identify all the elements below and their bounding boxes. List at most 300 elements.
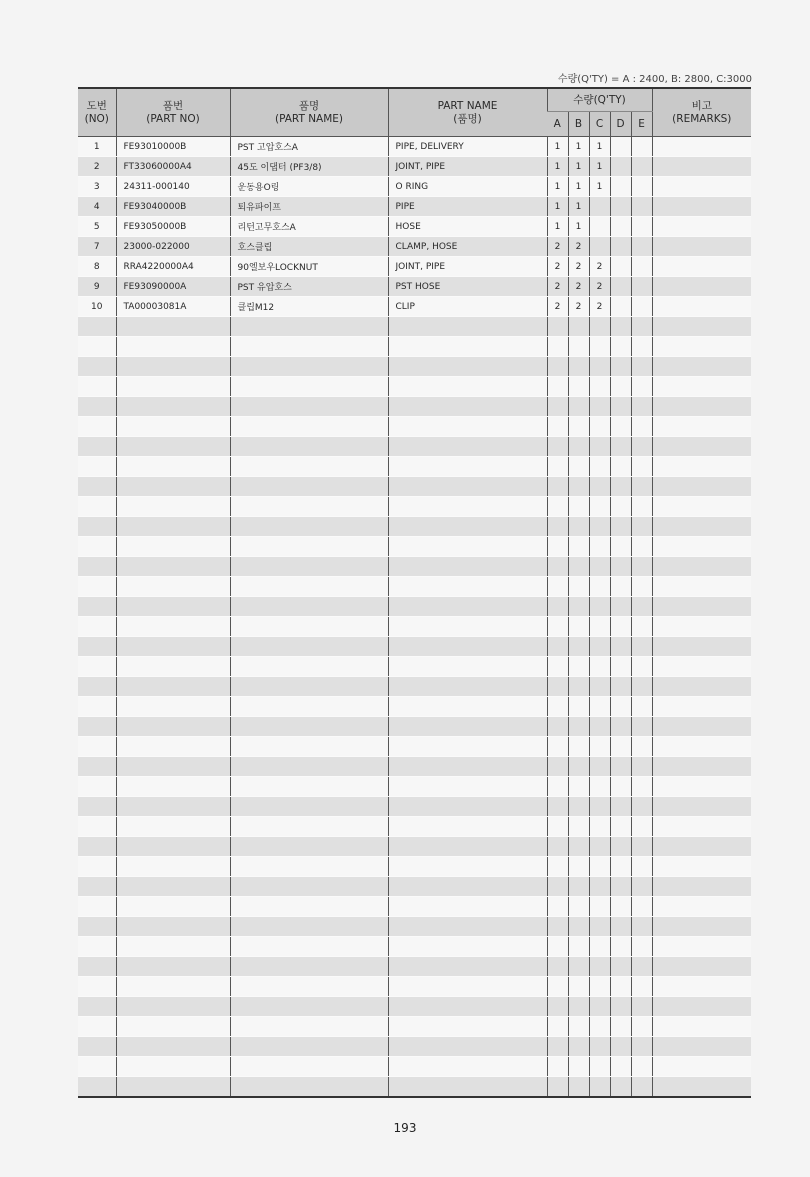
cell-remarks <box>652 457 751 477</box>
cell-qty-d <box>610 757 631 777</box>
cell-qty-b <box>568 697 589 717</box>
cell-qty-d <box>610 957 631 977</box>
cell-remarks <box>652 1037 751 1057</box>
cell-part-name-en <box>388 877 547 897</box>
cell-part-name-ko <box>230 977 388 997</box>
cell-qty-c <box>589 657 610 677</box>
cell-qty-d <box>610 377 631 397</box>
cell-part-name-ko: 호스클립 <box>230 237 388 257</box>
empty-table-row <box>78 377 751 397</box>
cell-qty-e <box>631 757 652 777</box>
cell-qty-e <box>631 317 652 337</box>
table-row <box>78 137 751 157</box>
cell-part-no <box>116 617 230 637</box>
col-header-part-name-ko-sub: (PART NAME) <box>274 112 344 125</box>
cell-part-no <box>116 977 230 997</box>
cell-part-no: FT33060000A4 <box>116 157 230 177</box>
cell-part-name-en <box>388 1017 547 1037</box>
cell-remarks <box>652 1057 751 1077</box>
cell-qty-b <box>568 1017 589 1037</box>
cell-part-no <box>116 1017 230 1037</box>
empty-table-row <box>78 1017 751 1037</box>
cell-part-no <box>116 777 230 797</box>
cell-qty-a: 1 <box>547 157 568 177</box>
cell-qty-d <box>610 437 631 457</box>
cell-part-name-ko: 90엘보우LOCKNUT <box>230 257 388 277</box>
cell-part-name-ko <box>230 1057 388 1077</box>
cell-remarks <box>652 597 751 617</box>
page-number: 193 <box>393 1121 417 1135</box>
cell-part-name-en <box>388 977 547 997</box>
cell-part-name-en <box>388 417 547 437</box>
cell-qty-a <box>547 1017 568 1037</box>
cell-remarks <box>652 497 751 517</box>
col-header-remarks-ko: 비고 <box>691 99 712 112</box>
cell-qty-c: 2 <box>589 277 610 297</box>
cell-qty-b <box>568 797 589 817</box>
cell-no <box>78 977 116 997</box>
cell-qty-c: 1 <box>589 157 610 177</box>
cell-remarks <box>652 217 751 237</box>
cell-qty-b <box>568 597 589 617</box>
cell-qty-c <box>589 417 610 437</box>
cell-qty-e <box>631 917 652 937</box>
table-row <box>78 277 751 297</box>
cell-part-name-en: HOSE <box>388 217 547 237</box>
cell-remarks <box>652 357 751 377</box>
col-header-part-no-en: (PART NO) <box>146 112 200 125</box>
cell-qty-a <box>547 717 568 737</box>
cell-remarks <box>652 977 751 997</box>
cell-qty-b <box>568 357 589 377</box>
cell-part-name-ko <box>230 877 388 897</box>
parts-list-sheet <box>78 87 751 1098</box>
cell-qty-e <box>631 257 652 277</box>
empty-table-row <box>78 997 751 1017</box>
cell-no <box>78 337 116 357</box>
cell-qty-b <box>568 617 589 637</box>
cell-qty-a <box>547 337 568 357</box>
cell-no: 4 <box>78 197 116 217</box>
cell-part-name-en <box>388 677 547 697</box>
cell-qty-c: 1 <box>589 177 610 197</box>
cell-qty-e <box>631 277 652 297</box>
cell-remarks <box>652 797 751 817</box>
cell-qty-b: 2 <box>568 277 589 297</box>
cell-qty-d <box>610 337 631 357</box>
cell-part-name-en <box>388 657 547 677</box>
cell-qty-d <box>610 697 631 717</box>
cell-part-name-ko: PST 유압호스 <box>230 277 388 297</box>
cell-qty-b <box>568 517 589 537</box>
cell-no <box>78 897 116 917</box>
cell-part-no <box>116 537 230 557</box>
empty-table-row <box>78 717 751 737</box>
cell-part-name-en <box>388 597 547 617</box>
cell-qty-a <box>547 417 568 437</box>
cell-part-no <box>116 557 230 577</box>
cell-remarks <box>652 257 751 277</box>
cell-remarks <box>652 437 751 457</box>
cell-no <box>78 937 116 957</box>
cell-no <box>78 877 116 897</box>
cell-qty-d <box>610 857 631 877</box>
cell-qty-b: 1 <box>568 197 589 217</box>
cell-qty-c <box>589 577 610 597</box>
cell-no <box>78 477 116 497</box>
cell-part-name-en <box>388 917 547 937</box>
cell-no <box>78 817 116 837</box>
cell-part-no <box>116 857 230 877</box>
cell-part-name-en <box>388 397 547 417</box>
cell-remarks <box>652 1017 751 1037</box>
cell-part-no <box>116 657 230 677</box>
cell-qty-e <box>631 877 652 897</box>
cell-qty-a <box>547 397 568 417</box>
cell-remarks <box>652 537 751 557</box>
cell-qty-b <box>568 1037 589 1057</box>
cell-remarks <box>652 837 751 857</box>
cell-qty-b: 2 <box>568 297 589 317</box>
cell-qty-b <box>568 837 589 857</box>
empty-table-row <box>78 1057 751 1077</box>
cell-part-name-en <box>388 337 547 357</box>
cell-qty-c <box>589 977 610 997</box>
cell-part-name-ko <box>230 577 388 597</box>
cell-part-name-en: JOINT, PIPE <box>388 257 547 277</box>
cell-qty-d <box>610 677 631 697</box>
cell-part-name-ko <box>230 857 388 877</box>
cell-qty-d <box>610 417 631 437</box>
cell-qty-e <box>631 437 652 457</box>
cell-qty-b <box>568 377 589 397</box>
col-header-remarks <box>652 88 751 137</box>
cell-qty-a <box>547 1077 568 1098</box>
cell-part-name-ko <box>230 617 388 637</box>
col-header-qty: 수량(Q'TY) <box>547 88 652 112</box>
cell-part-name-ko <box>230 497 388 517</box>
cell-part-no: 23000-022000 <box>116 237 230 257</box>
cell-no: 8 <box>78 257 116 277</box>
cell-qty-d <box>610 497 631 517</box>
cell-qty-d <box>610 477 631 497</box>
cell-no <box>78 417 116 437</box>
empty-table-row <box>78 557 751 577</box>
cell-part-name-en <box>388 637 547 657</box>
cell-qty-e <box>631 777 652 797</box>
cell-part-name-ko <box>230 737 388 757</box>
cell-qty-e <box>631 1057 652 1077</box>
cell-qty-a <box>547 837 568 857</box>
col-header-part-name-ko-title: 품명 <box>298 99 320 112</box>
cell-part-name-en <box>388 777 547 797</box>
cell-remarks <box>652 937 751 957</box>
empty-table-row <box>78 517 751 537</box>
cell-no <box>78 777 116 797</box>
cell-qty-d <box>610 397 631 417</box>
cell-qty-a <box>547 477 568 497</box>
cell-qty-e <box>631 337 652 357</box>
cell-no <box>78 357 116 377</box>
cell-part-no: TA00003081A <box>116 297 230 317</box>
cell-qty-a <box>547 517 568 537</box>
cell-qty-e <box>631 617 652 637</box>
cell-qty-b <box>568 557 589 577</box>
cell-qty-e <box>631 137 652 157</box>
col-header-no-en: (NO) <box>84 112 109 125</box>
cell-qty-a: 1 <box>547 177 568 197</box>
cell-part-name-en <box>388 457 547 477</box>
cell-qty-c <box>589 397 610 417</box>
cell-qty-c <box>589 797 610 817</box>
cell-qty-c <box>589 857 610 877</box>
cell-qty-c <box>589 337 610 357</box>
cell-qty-b <box>568 397 589 417</box>
cell-part-name-en <box>388 617 547 637</box>
empty-table-row <box>78 957 751 977</box>
cell-qty-c <box>589 717 610 737</box>
cell-part-no <box>116 517 230 537</box>
cell-remarks <box>652 417 751 437</box>
cell-no <box>78 1017 116 1037</box>
cell-qty-e <box>631 597 652 617</box>
cell-qty-c <box>589 597 610 617</box>
cell-qty-e <box>631 237 652 257</box>
cell-qty-c <box>589 237 610 257</box>
cell-qty-e <box>631 857 652 877</box>
cell-remarks <box>652 577 751 597</box>
cell-part-name-ko: 45도 이댑터 (PF3/8) <box>230 157 388 177</box>
cell-part-name-en: PIPE <box>388 197 547 217</box>
cell-remarks <box>652 517 751 537</box>
col-header-part-no <box>116 88 230 137</box>
cell-no <box>78 597 116 617</box>
cell-qty-c <box>589 737 610 757</box>
cell-no <box>78 1077 116 1098</box>
cell-qty-b <box>568 777 589 797</box>
cell-remarks <box>652 277 751 297</box>
cell-no <box>78 957 116 977</box>
quantity-note: 수량(Q'TY) = A : 2400, B: 2800, C:3000 <box>557 74 752 85</box>
cell-part-name-en <box>388 537 547 557</box>
cell-part-name-ko <box>230 1037 388 1057</box>
cell-part-no <box>116 437 230 457</box>
cell-part-no <box>116 497 230 517</box>
cell-no: 2 <box>78 157 116 177</box>
empty-table-row <box>78 697 751 717</box>
cell-part-name-en <box>388 817 547 837</box>
cell-no <box>78 377 116 397</box>
cell-part-name-en <box>388 377 547 397</box>
cell-qty-a: 1 <box>547 197 568 217</box>
cell-part-name-ko <box>230 897 388 917</box>
cell-no <box>78 537 116 557</box>
cell-part-name-ko <box>230 797 388 817</box>
cell-qty-a <box>547 737 568 757</box>
cell-qty-b <box>568 937 589 957</box>
cell-part-name-ko <box>230 777 388 797</box>
cell-qty-d <box>610 537 631 557</box>
cell-qty-a: 2 <box>547 297 568 317</box>
cell-part-name-en <box>388 577 547 597</box>
cell-remarks <box>652 857 751 877</box>
cell-part-no <box>116 1037 230 1057</box>
cell-qty-d <box>610 877 631 897</box>
table-row <box>78 157 751 177</box>
cell-qty-a <box>547 937 568 957</box>
cell-qty-b <box>568 757 589 777</box>
table-header <box>78 88 751 137</box>
cell-qty-a <box>547 817 568 837</box>
empty-table-row <box>78 397 751 417</box>
cell-qty-a <box>547 657 568 677</box>
col-header-part-no-ko: 품번 <box>162 99 184 112</box>
cell-part-no <box>116 757 230 777</box>
cell-qty-d <box>610 1037 631 1057</box>
cell-part-no <box>116 457 230 477</box>
cell-remarks <box>652 897 751 917</box>
cell-qty-c <box>589 617 610 637</box>
cell-part-name-en <box>388 557 547 577</box>
cell-remarks <box>652 877 751 897</box>
empty-table-row <box>78 1077 751 1098</box>
empty-table-row <box>78 1037 751 1057</box>
cell-qty-b <box>568 497 589 517</box>
cell-qty-a <box>547 497 568 517</box>
cell-qty-a <box>547 957 568 977</box>
cell-qty-d <box>610 737 631 757</box>
cell-part-no <box>116 717 230 737</box>
cell-qty-e <box>631 637 652 657</box>
empty-table-row <box>78 457 751 477</box>
empty-table-row <box>78 477 751 497</box>
col-header-no <box>78 88 116 137</box>
cell-part-name-ko <box>230 417 388 437</box>
cell-qty-d <box>610 257 631 277</box>
cell-no <box>78 457 116 477</box>
empty-table-row <box>78 677 751 697</box>
cell-qty-c <box>589 1077 610 1098</box>
table-row <box>78 197 751 217</box>
cell-part-name-en <box>388 1037 547 1057</box>
cell-remarks <box>652 197 751 217</box>
cell-part-no <box>116 337 230 357</box>
empty-table-row <box>78 917 751 937</box>
cell-remarks <box>652 1077 751 1098</box>
cell-part-no <box>116 1057 230 1077</box>
cell-no: 7 <box>78 237 116 257</box>
cell-no <box>78 497 116 517</box>
cell-remarks <box>652 177 751 197</box>
empty-table-row <box>78 597 751 617</box>
cell-qty-a <box>547 777 568 797</box>
cell-qty-e <box>631 797 652 817</box>
cell-qty-e <box>631 677 652 697</box>
cell-qty-a: 2 <box>547 237 568 257</box>
cell-qty-b <box>568 437 589 457</box>
cell-part-name-ko <box>230 1077 388 1098</box>
cell-qty-c <box>589 817 610 837</box>
cell-qty-e <box>631 897 652 917</box>
empty-table-row <box>78 437 751 457</box>
cell-part-no <box>116 417 230 437</box>
cell-no <box>78 557 116 577</box>
cell-part-name-ko <box>230 677 388 697</box>
cell-part-name-en <box>388 437 547 457</box>
cell-qty-a <box>547 637 568 657</box>
cell-qty-e <box>631 557 652 577</box>
cell-qty-e <box>631 717 652 737</box>
cell-remarks <box>652 957 751 977</box>
cell-part-name-en <box>388 837 547 857</box>
cell-qty-c <box>589 637 610 657</box>
cell-no <box>78 517 116 537</box>
cell-no <box>78 437 116 457</box>
cell-part-no: FE93090000A <box>116 277 230 297</box>
col-header-no-ko: 도번 <box>86 99 107 112</box>
cell-qty-c <box>589 837 610 857</box>
cell-part-no: 24311-000140 <box>116 177 230 197</box>
cell-no: 3 <box>78 177 116 197</box>
cell-qty-d <box>610 637 631 657</box>
empty-table-row <box>78 657 751 677</box>
cell-part-no <box>116 957 230 977</box>
cell-no <box>78 997 116 1017</box>
cell-part-name-ko: 리턴고무호스A <box>230 217 388 237</box>
cell-qty-b <box>568 1077 589 1098</box>
cell-part-name-en <box>388 497 547 517</box>
cell-qty-e <box>631 997 652 1017</box>
col-header-part-name-en-sub: (품명) <box>453 112 482 125</box>
empty-table-row <box>78 817 751 837</box>
cell-part-no <box>116 937 230 957</box>
cell-qty-c <box>589 877 610 897</box>
cell-qty-c <box>589 457 610 477</box>
cell-part-name-ko <box>230 317 388 337</box>
cell-part-name-ko <box>230 337 388 357</box>
cell-qty-e <box>631 1077 652 1098</box>
cell-no <box>78 917 116 937</box>
cell-part-name-ko <box>230 437 388 457</box>
cell-no <box>78 857 116 877</box>
cell-part-name-ko: 클립M12 <box>230 297 388 317</box>
cell-no <box>78 677 116 697</box>
cell-qty-a: 2 <box>547 257 568 277</box>
cell-qty-b <box>568 977 589 997</box>
cell-qty-a <box>547 537 568 557</box>
cell-remarks <box>652 477 751 497</box>
empty-table-row <box>78 317 751 337</box>
cell-part-name-ko <box>230 517 388 537</box>
empty-table-row <box>78 777 751 797</box>
cell-qty-c <box>589 1057 610 1077</box>
empty-table-row <box>78 357 751 377</box>
cell-no <box>78 697 116 717</box>
cell-remarks <box>652 557 751 577</box>
cell-qty-c <box>589 697 610 717</box>
cell-qty-a <box>547 357 568 377</box>
cell-part-name-ko <box>230 557 388 577</box>
cell-qty-a <box>547 757 568 777</box>
cell-qty-d <box>610 237 631 257</box>
cell-qty-b <box>568 737 589 757</box>
cell-no <box>78 717 116 737</box>
cell-part-name-en: JOINT, PIPE <box>388 157 547 177</box>
table-row <box>78 257 751 277</box>
cell-part-no <box>116 817 230 837</box>
cell-part-no <box>116 637 230 657</box>
cell-no <box>78 397 116 417</box>
